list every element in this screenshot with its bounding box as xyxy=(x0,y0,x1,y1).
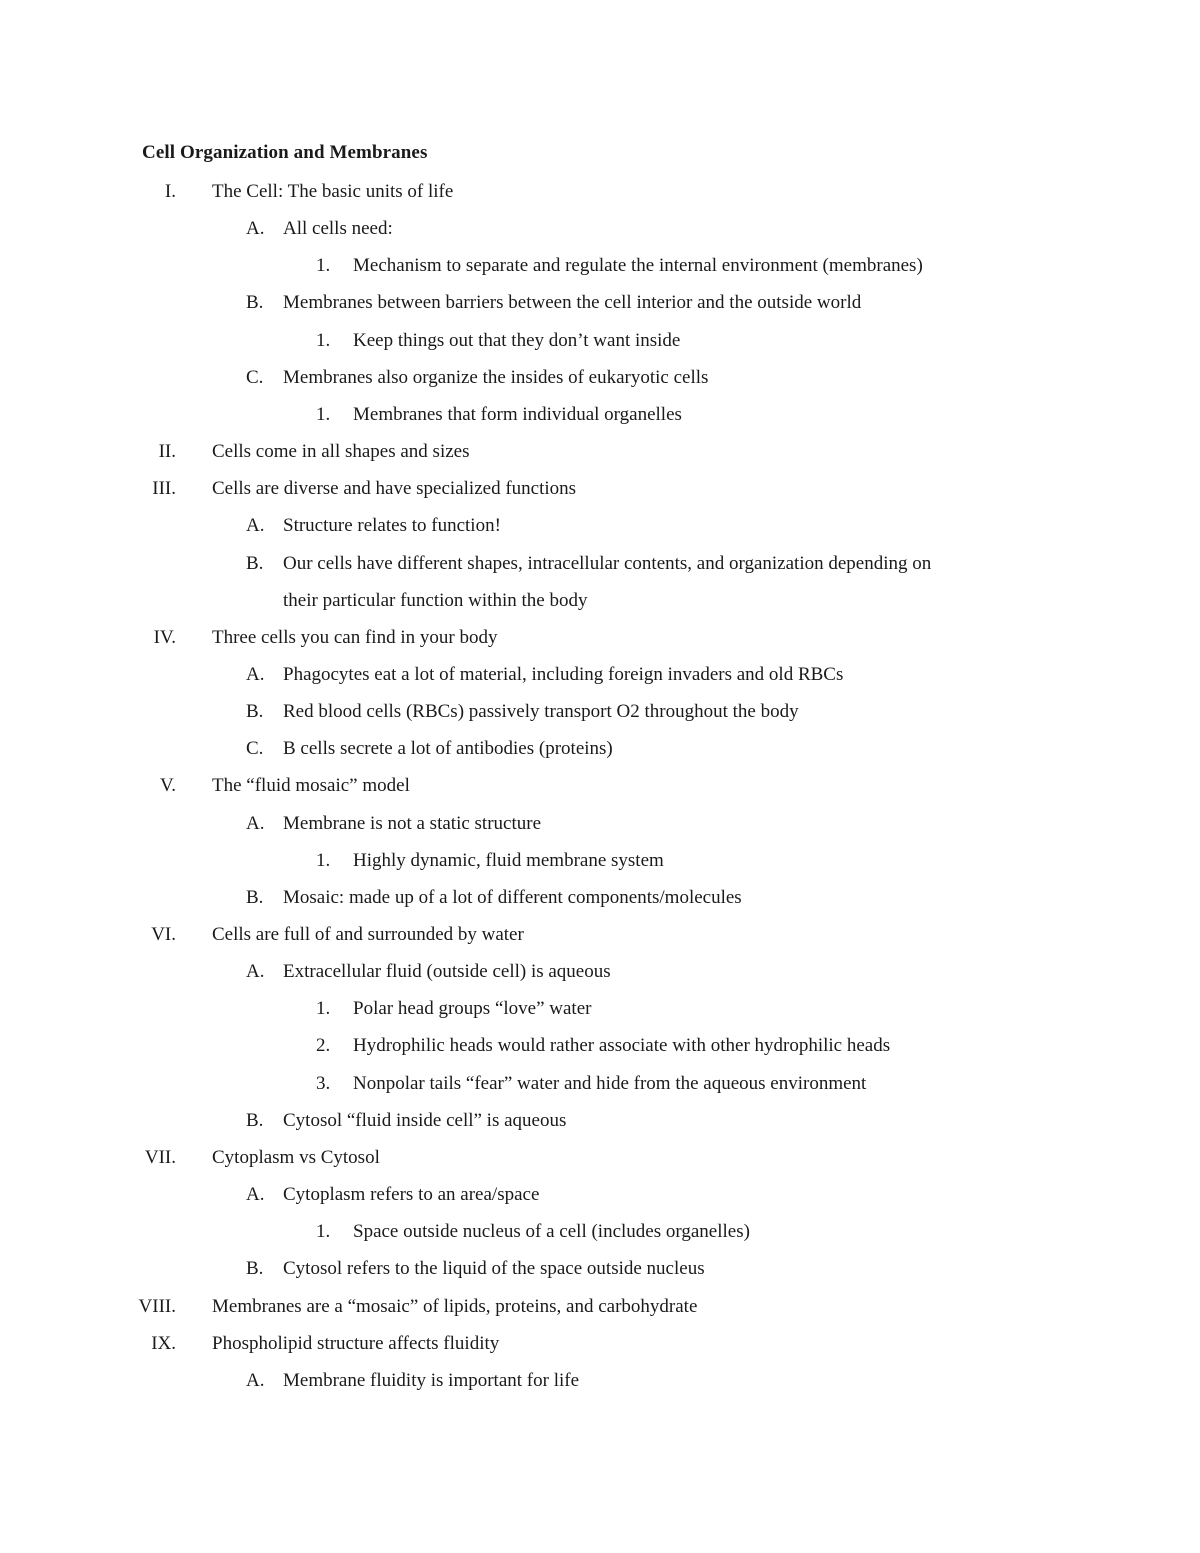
outline-marker: 2. xyxy=(316,1035,331,1057)
outline-text: Keep things out that they don’t want inside xyxy=(353,329,681,351)
outline-text: Cytosol refers to the liquid of the space outside nucleus xyxy=(283,1258,705,1280)
outline-text: Membrane is not a static structure xyxy=(283,812,542,834)
outline-text: Cells come in all shapes and sizes xyxy=(212,441,470,463)
outline-text: Membranes also organize the insides of eukaryotic cells xyxy=(283,366,709,388)
outline-text: Three cells you can find in your body xyxy=(212,626,498,648)
outline-text: The “fluid mosaic” model xyxy=(212,775,410,797)
outline-text: Cytoplasm refers to an area/space xyxy=(283,1184,540,1206)
outline-text: Red blood cells (RBCs) passively transport O2 throughout the body xyxy=(283,701,799,723)
outline-text: Polar head groups “love” water xyxy=(353,998,592,1020)
outline-marker: 1. xyxy=(316,849,331,871)
outline-marker: 1. xyxy=(316,403,331,425)
outline-text: Membranes are a “mosaic” of lipids, proteins, and carbohydrate xyxy=(212,1295,698,1317)
outline-marker: V. xyxy=(159,775,176,797)
outline-marker: A. xyxy=(246,663,265,685)
outline-marker: IX. xyxy=(151,1332,176,1354)
outline-marker: A. xyxy=(246,1184,265,1206)
outline-marker: B. xyxy=(246,886,264,908)
outline-marker: VI. xyxy=(151,924,176,945)
outline-text: Structure relates to function! xyxy=(283,515,501,537)
document-title: Cell Organization and Membranes xyxy=(142,142,428,163)
outline-marker: IV. xyxy=(153,626,176,648)
outline-marker: B. xyxy=(246,1109,264,1131)
outline-marker: C. xyxy=(246,366,264,388)
outline-text: Cytosol “fluid inside cell” is aqueous xyxy=(283,1109,567,1131)
outline-marker: III. xyxy=(152,478,176,500)
outline-text: Space outside nucleus of a cell (includes organelles) xyxy=(353,1221,750,1243)
outline-text: Mosaic: made up of a lot of different components/molecules xyxy=(283,886,742,908)
outline-text: The Cell: The basic units of life xyxy=(212,181,454,202)
outline-marker: A. xyxy=(246,1369,265,1391)
outline-text: Membranes between barriers between the cell interior and the outside world xyxy=(283,292,862,314)
outline-marker: 1. xyxy=(316,998,331,1020)
outline-marker: I. xyxy=(164,181,176,202)
outline-text: their particular function within the body xyxy=(283,589,588,611)
outline-marker: 1. xyxy=(316,329,331,351)
outline-text: Cells are diverse and have specialized functions xyxy=(212,478,577,500)
outline-marker: B. xyxy=(246,292,264,314)
outline-marker: B. xyxy=(246,701,264,723)
outline-marker: B. xyxy=(246,552,264,574)
outline-text: Hydrophilic heads would rather associate with other hydrophilic heads xyxy=(353,1035,891,1057)
outline-text: Highly dynamic, fluid membrane system xyxy=(353,849,664,871)
outline-text: Cytoplasm vs Cytosol xyxy=(212,1146,380,1168)
outline-text: Nonpolar tails “fear” water and hide from the aqueous environment xyxy=(353,1072,867,1094)
outline-marker: VIII. xyxy=(138,1295,176,1317)
outline-marker: II. xyxy=(158,441,176,463)
outline-marker: A. xyxy=(246,515,265,537)
outline-text: Phagocytes eat a lot of material, including foreign invaders and old RBCs xyxy=(283,663,844,685)
outline-marker: A. xyxy=(246,812,265,834)
outline-marker: 1. xyxy=(316,255,331,277)
outline-text: Phospholipid structure affects fluidity xyxy=(212,1332,500,1354)
outline-marker: A. xyxy=(246,961,265,983)
outline-text: Membrane fluidity is important for life xyxy=(283,1369,580,1391)
outline-text: B cells secrete a lot of antibodies (proteins) xyxy=(283,738,613,760)
outline-text: Cells are full of and surrounded by water xyxy=(212,924,524,945)
outline-text: Membranes that form individual organelles xyxy=(353,403,682,425)
outline-marker: C. xyxy=(246,738,264,760)
outline-text: Extracellular fluid (outside cell) is aqueous xyxy=(283,961,611,983)
outline-text: Mechanism to separate and regulate the internal environment (membranes) xyxy=(353,255,923,277)
outline-marker: 1. xyxy=(316,1221,331,1243)
outline-marker: VII. xyxy=(144,1146,176,1168)
outline-marker: 3. xyxy=(316,1072,331,1094)
outline-text: Our cells have different shapes, intracellular contents, and organization depending on xyxy=(283,552,932,574)
outline-marker: A. xyxy=(246,218,265,240)
outline-text: All cells need: xyxy=(283,218,393,240)
outline-marker: B. xyxy=(246,1258,264,1280)
